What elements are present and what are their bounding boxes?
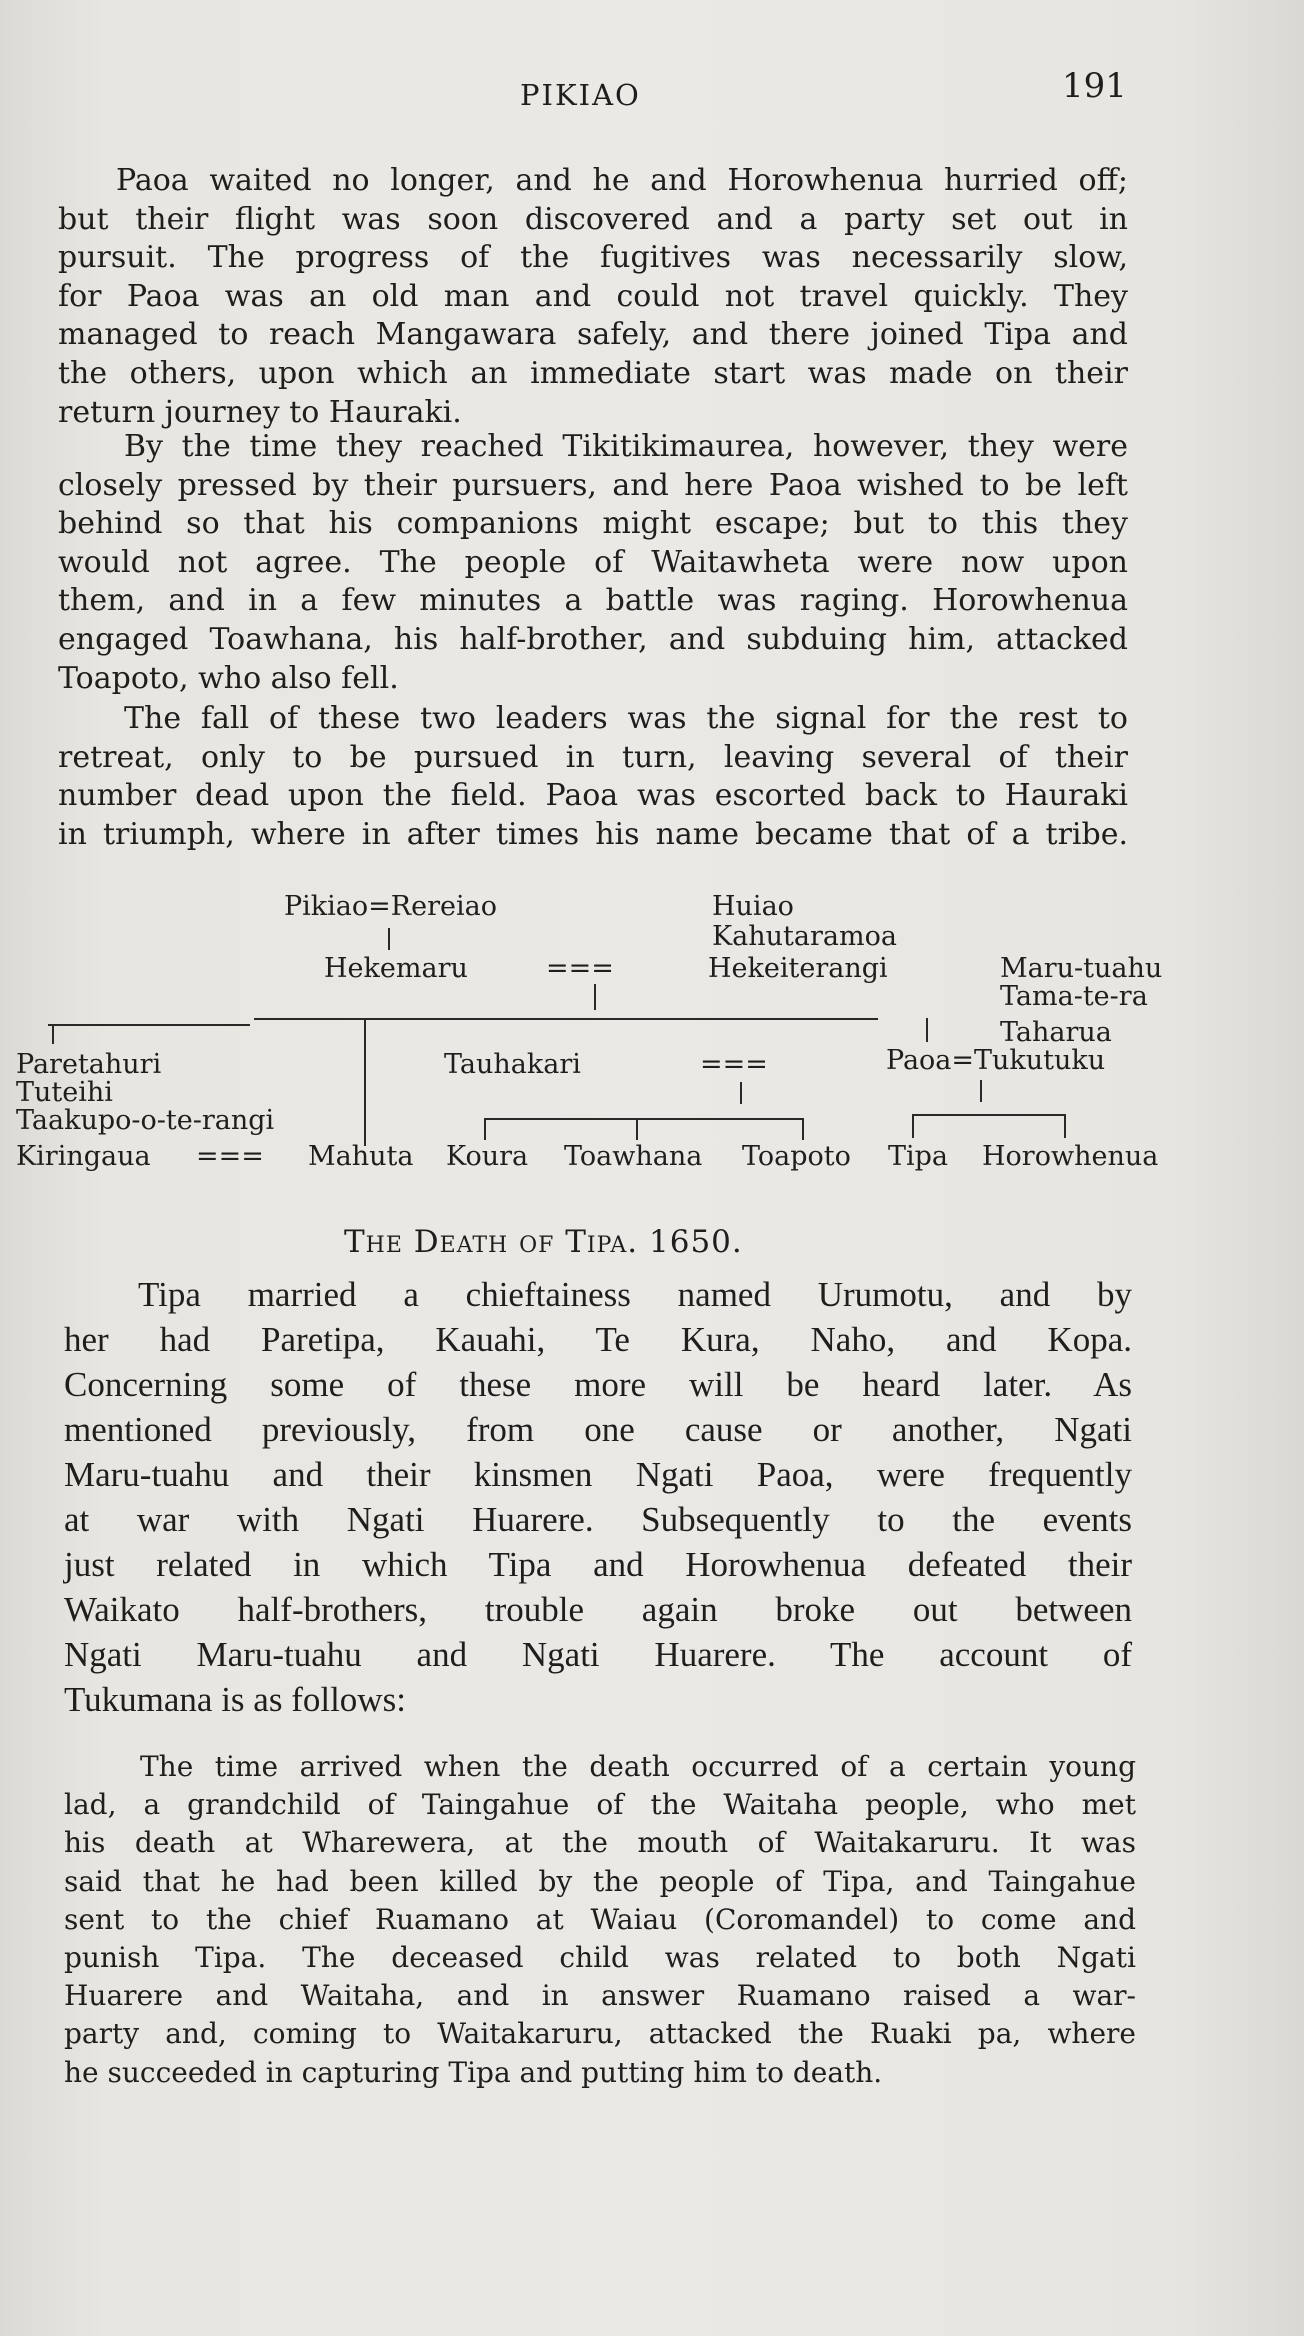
genealogy-chart (0, 880, 1304, 1200)
quoted-account (64, 1748, 1136, 2092)
paragraph-line: Paoa waited no longer, and he and Horowhenua hurried off; (116, 163, 1128, 198)
page-number: 191 (1062, 66, 1127, 106)
gen-line (254, 1018, 878, 1020)
paragraph-line: would not agree. The people of Waitawheta were now upon (58, 544, 1128, 580)
body-line: Tipa married a chieftainess named Urumotu, and by (138, 1275, 1132, 1314)
section-title-year: 1650. (649, 1224, 743, 1260)
paragraph-line: engaged Toawhana, his half-brother, and subduing him, attacked (58, 621, 1128, 657)
paragraph-1 (58, 162, 1128, 432)
paragraph-line: Toapoto, who also fell. (58, 660, 399, 696)
gen-marriage: === (546, 953, 614, 984)
gen-koura: Koura (446, 1141, 529, 1172)
quote-line: party and, coming to Waitakaruru, attacked the Ruaki pa, where (64, 2017, 1136, 2051)
quote-line: his death at Wharewera, at the mouth of Waitakaruru. It was (64, 1826, 1136, 1860)
paragraph-line: in triumph, where in after times his name became that of a tribe. (58, 816, 1128, 852)
paragraph-line: return journey to Hauraki. (58, 394, 462, 430)
gen-line (912, 1114, 914, 1138)
quote-line: The time arrived when the death occurred of a certain young (140, 1750, 1136, 1783)
paragraph-line: retreat, only to be pursued in turn, leaving several of their (58, 739, 1128, 775)
running-head: PIKIAO (520, 78, 641, 112)
body-line: her had Paretipa, Kauahi, Te Kura, Naho, and Kopa. (64, 1320, 1132, 1359)
body-line: Tukumana is as follows: (64, 1680, 406, 1719)
gen-line (48, 1024, 250, 1026)
body-line: mentioned previously, from one cause or another, Ngati (64, 1410, 1132, 1449)
gen-tipa: Tipa (888, 1141, 949, 1172)
body-line: at war with Ngati Huarere. Subsequently to the events (64, 1500, 1132, 1539)
paragraph-3 (58, 700, 1128, 854)
body-line: just related in which Tipa and Horowhenua defeated their (64, 1545, 1132, 1584)
gen-maru-tuahu: Maru-tuahu (1000, 953, 1163, 984)
gen-paretahuri: Paretahuri (16, 1049, 162, 1080)
paragraph-line: closely pressed by their pursuers, and here Paoa wished to be left (58, 467, 1128, 503)
paragraph-line: By the time they reached Tikitikimaurea, however, they were (124, 429, 1128, 464)
gen-toapoto: Toapoto (742, 1141, 851, 1172)
gen-line (364, 1018, 366, 1146)
body-line: Ngati Maru-tuahu and Ngati Huarere. The account of (64, 1635, 1132, 1674)
paragraph-line: number dead upon the field. Paoa was escorted back to Hauraki (58, 778, 1128, 814)
paragraph-line: pursuit. The progress of the fugitives was necessarily slow, (58, 240, 1128, 276)
paragraph-line: The fall of these two leaders was the signal for the rest to (124, 701, 1128, 736)
gen-kiringaua: Kiringaua (16, 1141, 151, 1172)
gen-paoa-tukutuku: Paoa=Tukutuku (886, 1045, 1106, 1076)
section-title (344, 1224, 743, 1260)
quote-line: Huarere and Waitaha, and in answer Ruamano raised a war- (64, 1979, 1136, 2013)
gen-line (1064, 1114, 1066, 1138)
gen-line (980, 1080, 982, 1102)
section-title-text: The Death of Tipa. (344, 1224, 639, 1260)
gen-hekemaru: Hekemaru (324, 953, 468, 984)
paragraph-line: but their flight was soon discovered and a party set out in (58, 201, 1128, 237)
paragraph-line: behind so that his companions might escape; but to this they (58, 506, 1128, 542)
gen-kahutaramoa: Kahutaramoa (712, 921, 897, 952)
gen-taharua: Taharua (1000, 1017, 1112, 1048)
gen-pikiao-rereiao: Pikiao=Rereiao (284, 891, 497, 922)
body-line: Waikato half-brothers, trouble again broke out between (64, 1590, 1132, 1629)
paragraph-line: them, and in a few minutes a battle was raging. Horowhenua (58, 583, 1128, 619)
gen-line (52, 1024, 54, 1044)
gen-line (388, 928, 390, 950)
gen-tauhakari: Tauhakari (444, 1049, 581, 1080)
body-line: Concerning some of these more will be heard later. As (64, 1365, 1132, 1404)
gen-tuteihi: Tuteihi (16, 1077, 113, 1108)
gen-line (484, 1118, 486, 1140)
body-line: Maru-tuahu and their kinsmen Ngati Paoa, were frequently (64, 1455, 1132, 1494)
quote-line: lad, a grandchild of Taingahue of the Waitaha people, who met (64, 1788, 1136, 1822)
quote-line: he succeeded in capturing Tipa and putting him to death. (64, 2055, 883, 2089)
gen-line (594, 984, 596, 1010)
section-body (64, 1272, 1132, 1722)
quote-line: sent to the chief Ruamano at Waiau (Coromandel) to come and (64, 1902, 1136, 1936)
gen-horowhenua: Horowhenua (982, 1141, 1159, 1172)
paragraph-line: the others, upon which an immediate start was made on their (58, 355, 1128, 391)
gen-marriage: === (196, 1141, 264, 1172)
gen-line (802, 1118, 804, 1140)
paragraph-line: managed to reach Mangawara safely, and there joined Tipa and (58, 317, 1128, 353)
paragraph-2 (58, 428, 1128, 698)
paragraph-line: for Paoa was an old man and could not travel quickly. They (58, 278, 1128, 314)
gen-tama-te-ra: Tama-te-ra (1000, 981, 1148, 1012)
gen-hekeiterangi: Hekeiterangi (708, 953, 888, 984)
gen-taakupo-o-te-rangi: Taakupo-o-te-rangi (16, 1105, 275, 1136)
quote-line: said that he had been killed by the people of Tipa, and Taingahue (64, 1864, 1136, 1898)
gen-line (926, 1018, 928, 1042)
gen-mahuta: Mahuta (308, 1141, 414, 1172)
gen-line (636, 1118, 638, 1140)
gen-huiao: Huiao (712, 891, 794, 922)
gen-toawhana: Toawhana (564, 1141, 703, 1172)
gen-line (740, 1082, 742, 1104)
quote-line: punish Tipa. The deceased child was related to both Ngati (64, 1941, 1136, 1975)
gen-line (484, 1118, 804, 1120)
gen-marriage: === (700, 1049, 768, 1080)
gen-line (912, 1114, 1064, 1116)
